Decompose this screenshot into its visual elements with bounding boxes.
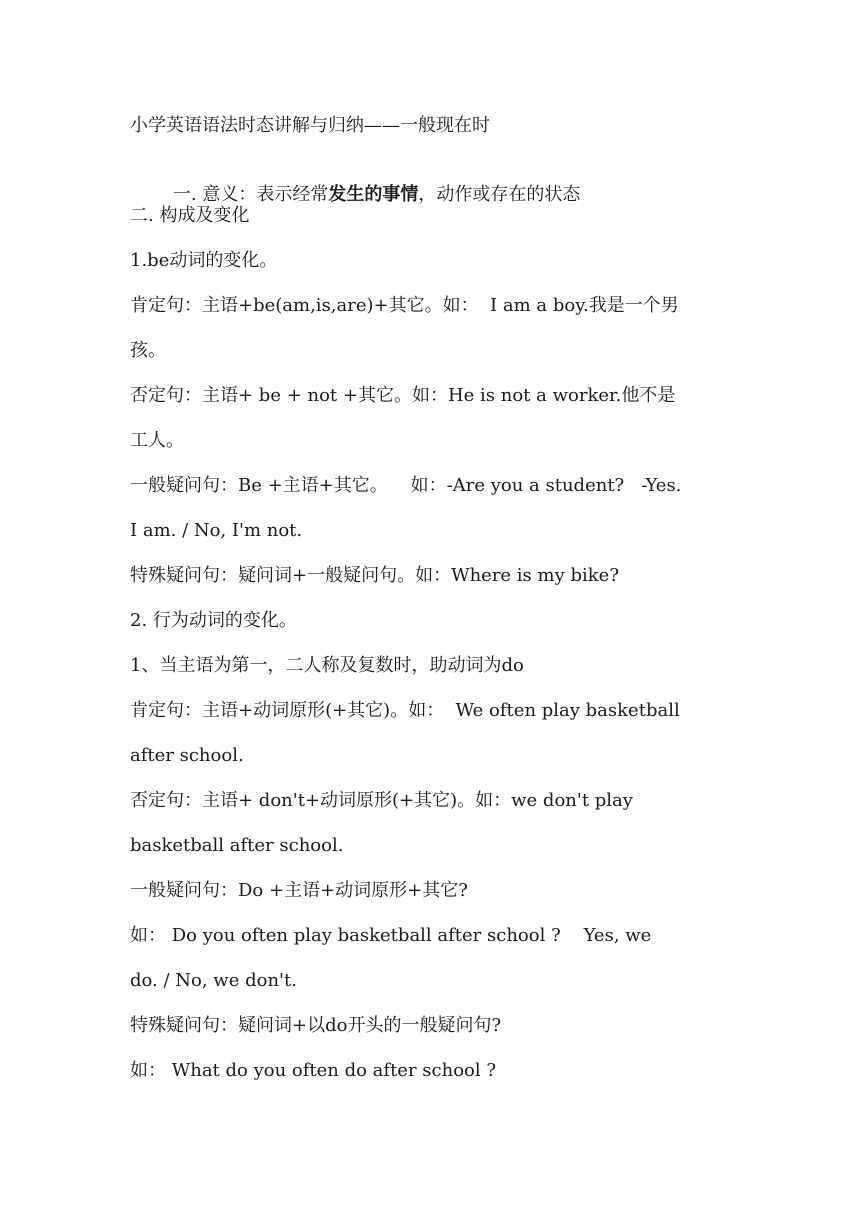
be-negative-line2: 工人。: [130, 430, 184, 451]
be-affirmative-line2: 孩。: [130, 340, 166, 361]
be-wh-question: 特殊疑问句：疑问词+一般疑问句。如：Where is my bike?: [130, 565, 619, 586]
do-example-line1: 如： Do you often play basketball after school ? Yes, we: [130, 925, 652, 946]
be-question-line1: 一般疑问句：Be +主语+其它。 如：-Are you a student? -Yes.: [130, 475, 682, 496]
do-wh-example: 如： What do you often do after school ?: [130, 1060, 497, 1081]
section-structure-heading: 二. 构成及变化: [130, 205, 250, 226]
action-verb-heading: 2. 行为动词的变化。: [130, 610, 297, 631]
do-wh-question: 特殊疑问句：疑问词+以do开头的一般疑问句?: [130, 1015, 502, 1036]
do-negative-line2: basketball after school.: [130, 835, 344, 856]
be-affirmative-line1: 肯定句：主语+be(am,is,are)+其它。如： I am a boy.我是一个男: [130, 295, 679, 316]
do-affirmative-line1: 肯定句：主语+动词原形(+其它)。如： We often play basketball: [130, 700, 680, 721]
section-meaning-emphasis: 发生的事情: [328, 184, 419, 205]
be-question-line2: I am. / No, I'm not.: [130, 520, 303, 541]
section-meaning-prefix: 一. 意义：表示经常: [172, 184, 329, 205]
section-meaning-suffix: ，动作或存在的状态: [418, 184, 581, 205]
do-example-line2: do. / No, we don't.: [130, 970, 297, 991]
be-negative-line1: 否定句：主语+ be + not +其它。如：He is not a worker.他不是: [130, 385, 676, 406]
do-rule: 1、当主语为第一，二人称及复数时，助动词为do: [130, 655, 524, 676]
be-verb-heading: 1.be动词的变化。: [130, 250, 278, 271]
document-title: 小学英语语法时态讲解与归纳——一般现在时: [130, 115, 490, 136]
do-question: 一般疑问句：Do +主语+动词原形+其它?: [130, 880, 468, 901]
do-negative-line1: 否定句：主语+ don't+动词原形(+其它)。如：we don't play: [130, 790, 633, 811]
do-affirmative-line2: after school.: [130, 745, 244, 766]
